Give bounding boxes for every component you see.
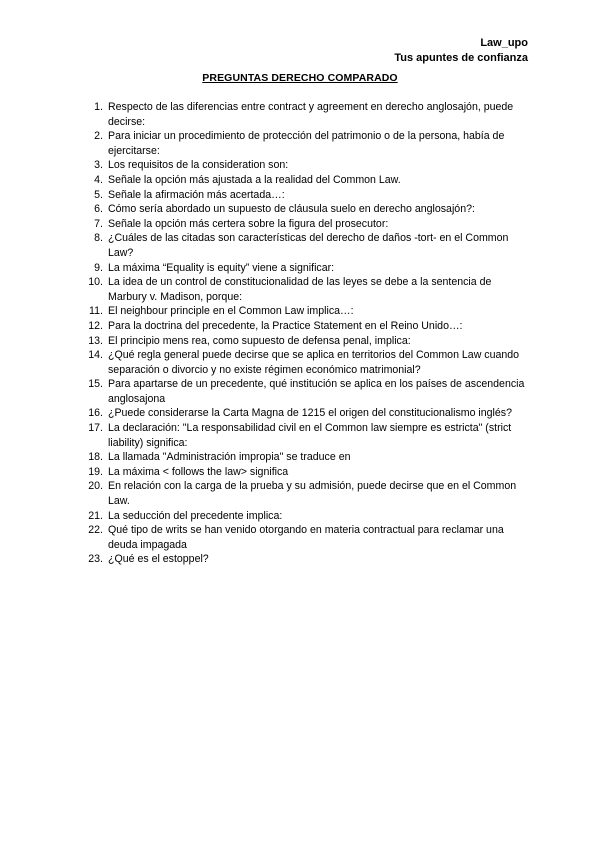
- document-header: [394, 36, 528, 66]
- question-text: La llamada "Administración impropia" se traduce en: [108, 451, 351, 464]
- question-item: [85, 509, 530, 524]
- question-number: 4 .: [85, 173, 103, 188]
- question-number: 19 .: [85, 465, 103, 480]
- header-tagline: Tus apuntes de confianza: [394, 52, 528, 64]
- question-number: 11 .: [85, 304, 103, 319]
- question-text: La máxima “Equality is equity” viene a significar:: [108, 261, 335, 274]
- question-item: [85, 523, 530, 552]
- question-number: 6 .: [85, 202, 103, 217]
- question-number: 21 .: [85, 509, 103, 524]
- question-text: Cómo sería abordado un supuesto de cláusula suelo en derecho anglosajón?:: [108, 203, 475, 216]
- question-text: ¿Qué es el estoppel?: [108, 553, 209, 566]
- question-text: ¿Puede considerarse la Carta Magna de 1215 el origen del constitucionalismo inglés?: [108, 407, 512, 420]
- question-text: La declaración: "La responsabilidad civil en el Common law siempre es estricta" (strict liability) significa:: [108, 422, 512, 449]
- question-item: [85, 100, 530, 129]
- question-item: [85, 552, 530, 567]
- question-number: 8 .: [85, 231, 103, 246]
- question-text: Señale la opción más ajustada a la realidad del Common Law.: [108, 173, 401, 186]
- question-number: 13 .: [85, 334, 103, 349]
- question-item: [85, 406, 530, 421]
- question-text: La máxima < follows the law> significa: [108, 465, 289, 478]
- question-item: [85, 261, 530, 276]
- question-list: [85, 100, 530, 567]
- question-number: 23 .: [85, 552, 103, 567]
- question-number: 1 .: [85, 100, 103, 115]
- question-text: El principio mens rea, como supuesto de defensa penal, implica:: [108, 334, 411, 347]
- question-item: [85, 465, 530, 480]
- question-item: [85, 377, 530, 406]
- question-number: 15 .: [85, 377, 103, 392]
- question-number: 17 .: [85, 421, 103, 436]
- question-item: [85, 348, 530, 377]
- question-item: [85, 334, 530, 349]
- question-number: 5 .: [85, 188, 103, 203]
- question-text: Qué tipo de writs se han venido otorgando en materia contractual para reclamar una deuda impagada: [108, 524, 504, 551]
- header-brand: Law_upo: [480, 37, 528, 49]
- question-text: La seducción del precedente implica:: [108, 509, 283, 522]
- question-item: [85, 202, 530, 217]
- question-number: 20 .: [85, 479, 103, 494]
- question-text: La idea de un control de constitucionalidad de las leyes se debe a la sentencia de Marbury v. Madison, porque:: [108, 276, 492, 303]
- question-text: ¿Qué regla general puede decirse que se aplica en territorios del Common Law cuando separación o divorcio y no existe régimen económico matrimonial?: [108, 349, 520, 376]
- question-item: [85, 158, 530, 173]
- question-text: Los requisitos de la consideration son:: [108, 159, 289, 172]
- question-item: [85, 319, 530, 334]
- question-number: 16 .: [85, 406, 103, 421]
- question-number: 7 .: [85, 217, 103, 232]
- question-text: Para apartarse de un precedente, qué institución se aplica en los países de ascendencia anglosajona: [108, 378, 525, 405]
- question-item: [85, 421, 530, 450]
- question-item: [85, 450, 530, 465]
- question-item: [85, 188, 530, 203]
- question-number: 10 .: [85, 275, 103, 290]
- question-item: [85, 275, 530, 304]
- question-number: 12 .: [85, 319, 103, 334]
- question-number: 14 .: [85, 348, 103, 363]
- question-text: Para iniciar un procedimiento de protección del patrimonio o de la persona, había de ejercitarse:: [108, 130, 505, 157]
- question-number: 3 .: [85, 158, 103, 173]
- question-item: [85, 479, 530, 508]
- question-item: [85, 231, 530, 260]
- question-item: [85, 129, 530, 158]
- question-text: En relación con la carga de la prueba y su admisión, puede decirse que en el Common Law.: [108, 480, 517, 508]
- question-item: [85, 217, 530, 232]
- question-number: 2 .: [85, 129, 103, 144]
- question-number: 22 .: [85, 523, 103, 538]
- question-item: [85, 173, 530, 188]
- question-text: Respecto de las diferencias entre contract y agreement en derecho anglosajón, puede decirse:: [108, 101, 514, 128]
- question-number: 9 .: [85, 261, 103, 276]
- question-text: Señale la opción más certera sobre la figura del prosecutor:: [108, 217, 389, 230]
- question-text: El neighbour principle en el Common Law implica…:: [108, 305, 354, 318]
- question-text: Para la doctrina del precedente, la Practice Statement en el Reino Unido…:: [108, 319, 463, 332]
- question-item: [85, 304, 530, 319]
- document-title: PREGUNTAS DERECHO COMPARADO: [202, 72, 398, 84]
- question-text: Señale la afirmación más acertada…:: [108, 188, 285, 201]
- question-text: ¿Cuáles de las citadas son características del derecho de daños -tort- en el Common Law?: [108, 232, 509, 259]
- question-number: 18 .: [85, 450, 103, 465]
